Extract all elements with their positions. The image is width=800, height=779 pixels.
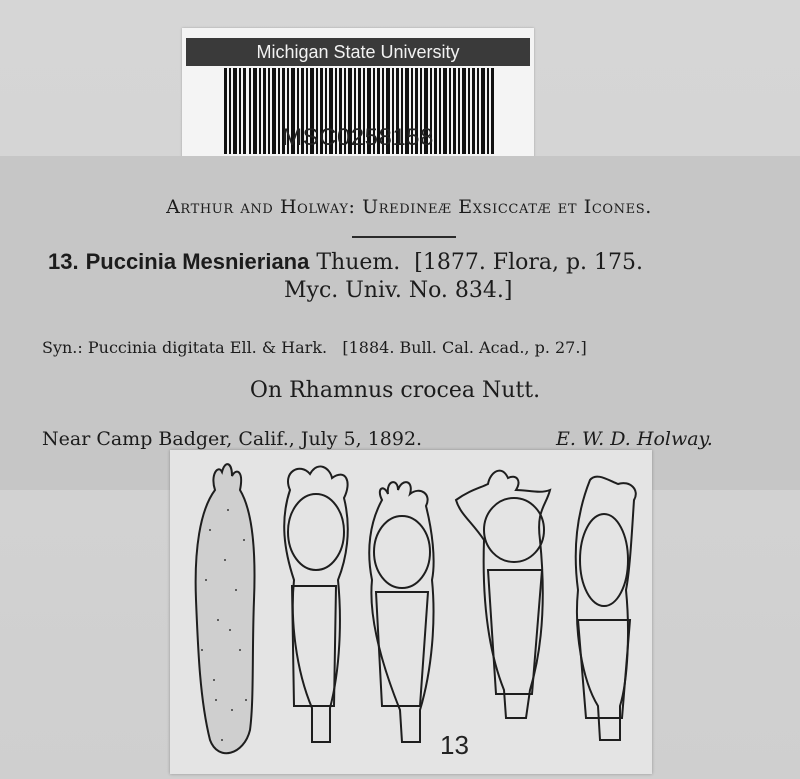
plate-number: 13 <box>440 730 469 760</box>
exsiccata-label <box>0 156 800 490</box>
spore-drawings <box>170 450 652 774</box>
species-author: Thuem. <box>316 250 401 275</box>
barcode-label <box>182 28 534 164</box>
host-line: On Rhamnus crocea Nutt. <box>249 378 541 403</box>
catalog-number: MSC0258158 <box>282 124 434 151</box>
locality-line: Near Camp Badger, Calif., July 5, 1892. <box>42 428 423 450</box>
citation-second-line: Myc. Univ. No. 834.] <box>284 278 513 303</box>
teliospore-illustration <box>170 450 652 774</box>
species-name: Puccinia Mesnieriana <box>85 249 310 274</box>
title-divider <box>352 236 456 238</box>
exsiccata-number: 13. <box>48 249 79 274</box>
institution-name: Michigan State University <box>186 38 530 66</box>
synonym-line: Syn.: Puccinia digitata Ell. & Hark. [1884. Bull. Cal. Acad., p. 27.] <box>42 338 587 357</box>
citation-first-line: [1877. Flora, p. 175. <box>414 250 644 275</box>
collector-name: E. W. D. Holway. <box>556 428 713 450</box>
stippled-spore <box>196 464 255 753</box>
spore-outline-3 <box>369 482 433 742</box>
species-line <box>48 248 768 277</box>
series-title: Arthur and Holway: Uredineæ Exsiccatæ et Icones. <box>166 196 652 218</box>
